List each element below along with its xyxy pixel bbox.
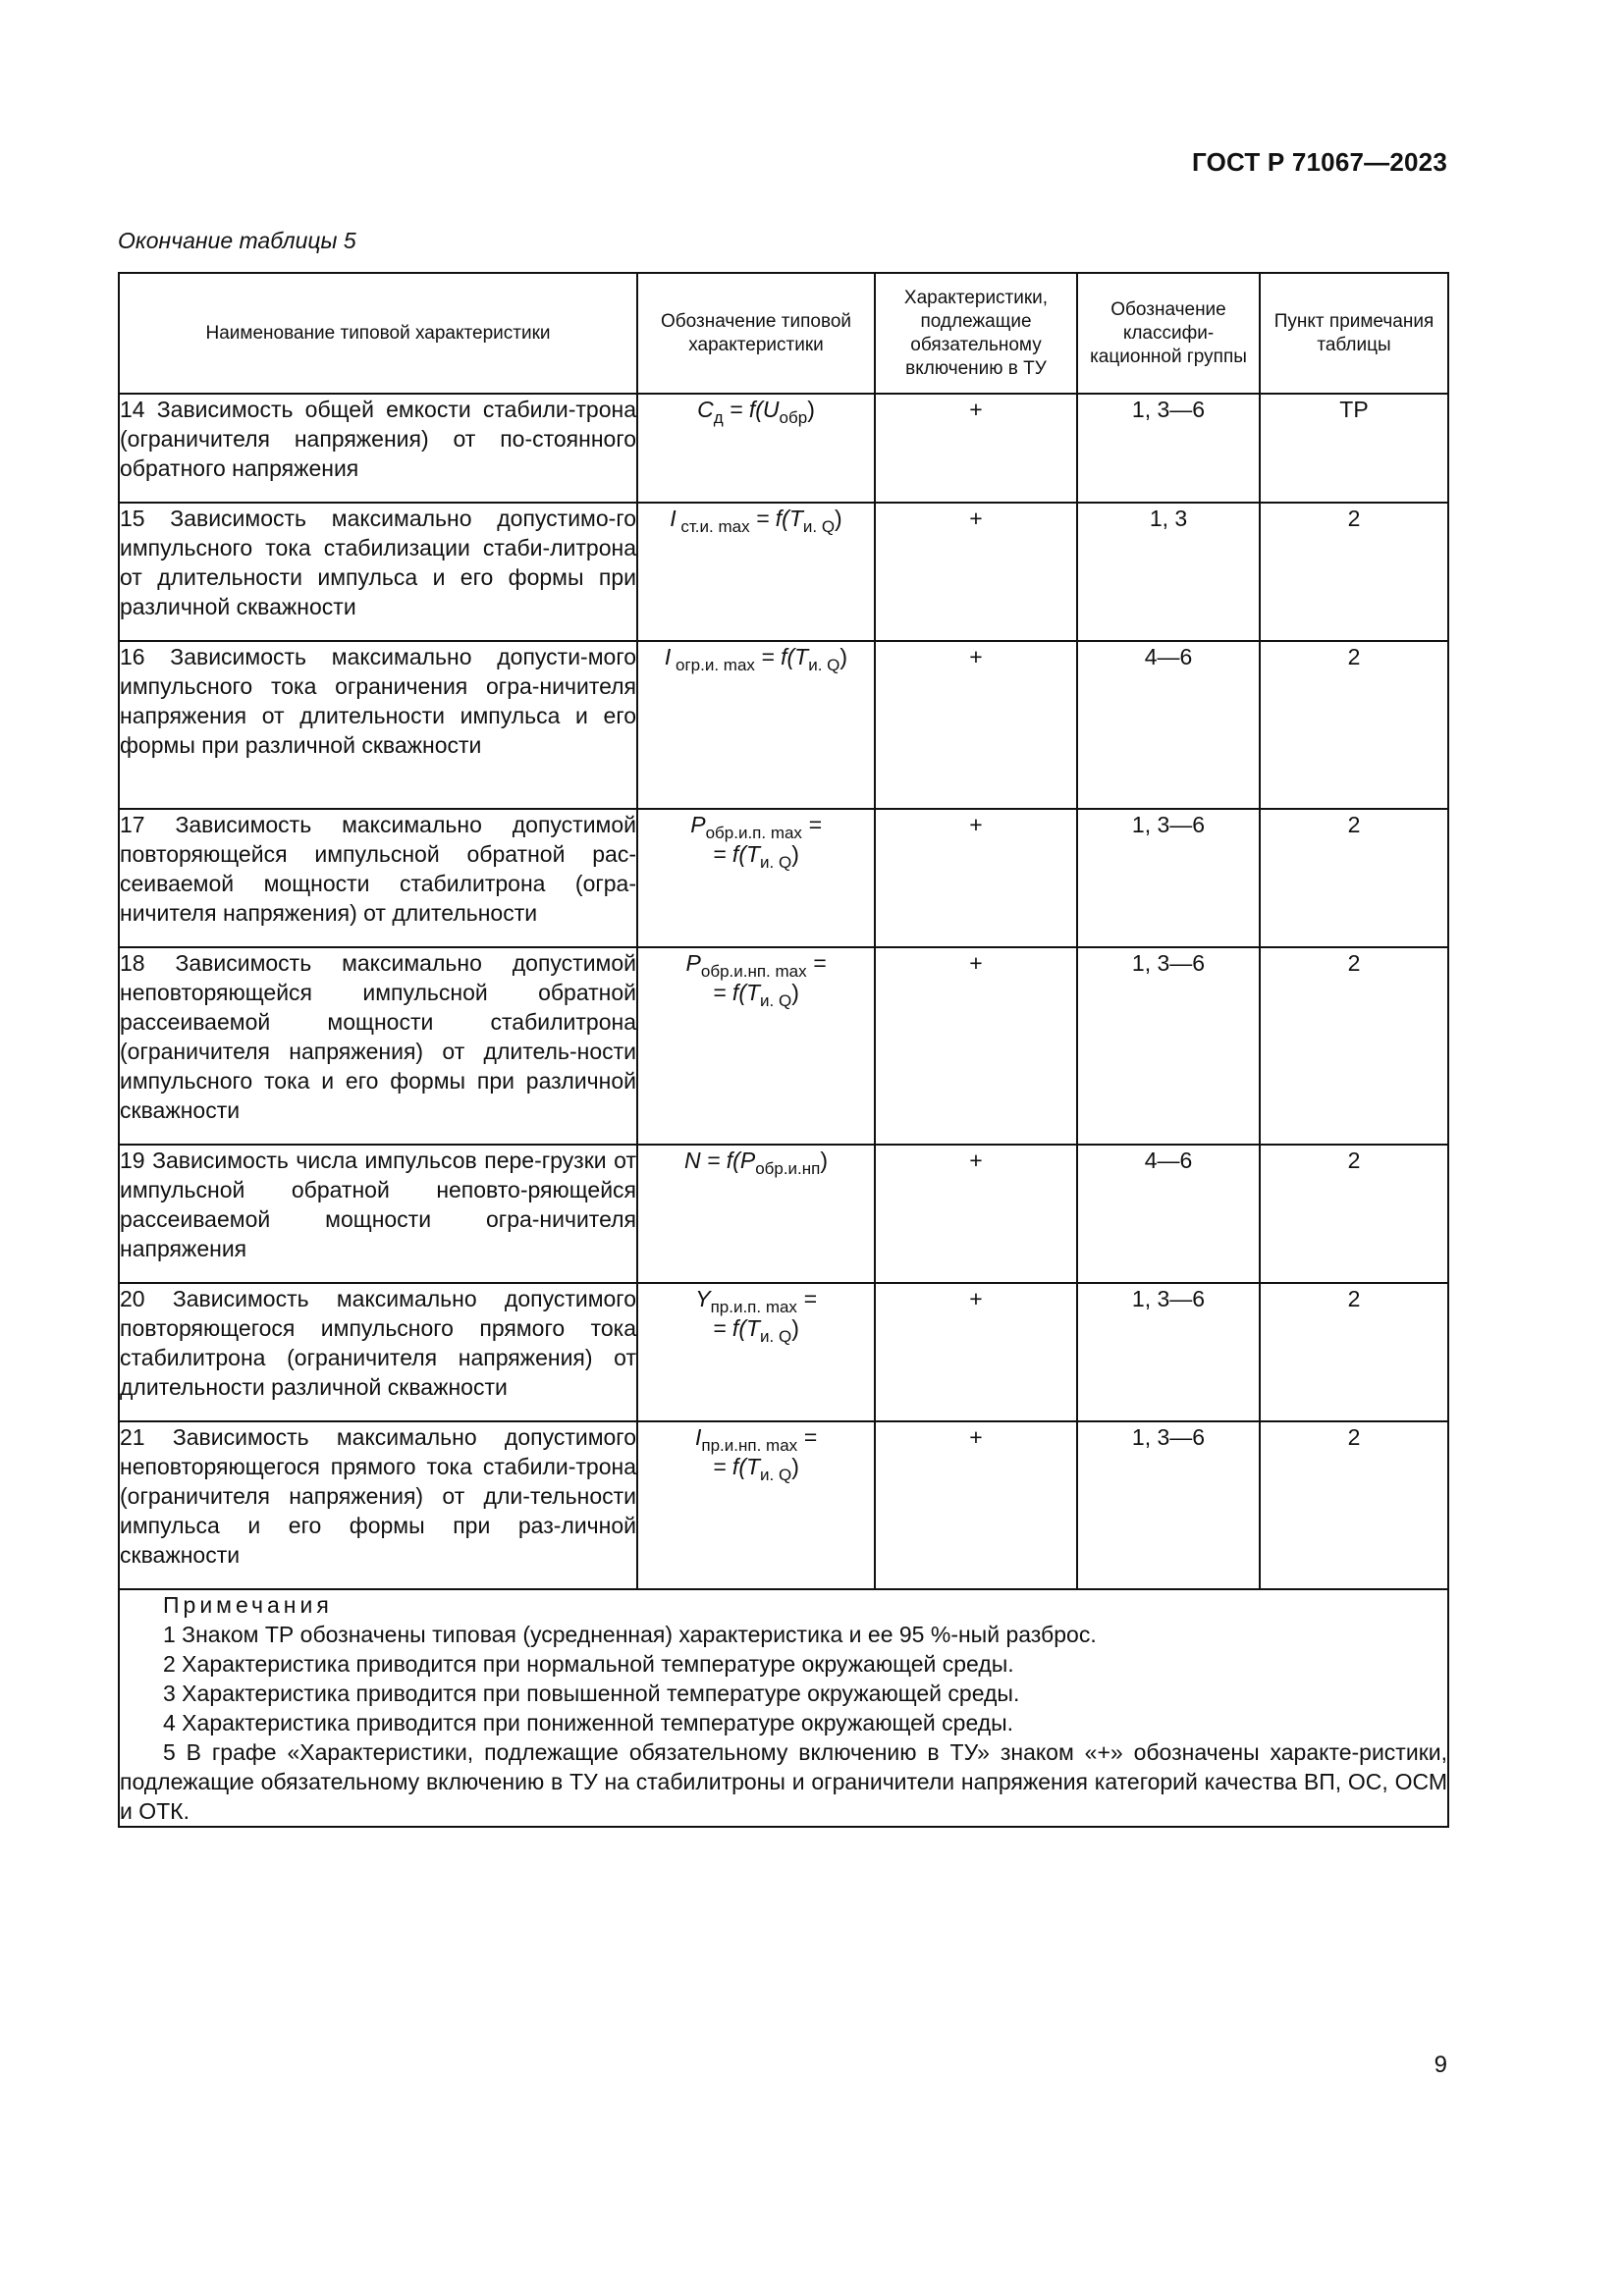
column-header-group: Обозначение классифи-кационной группы [1077,273,1260,394]
characteristics-table [118,272,1449,1828]
characteristic-symbol: $I_{пр.и.нп. max}$ = = $f(T_{и. Q})$ [637,1421,875,1589]
classification-group: 1, 3—6 [1077,1283,1260,1421]
note-reference: ТР [1260,394,1448,503]
column-header-symbol: Обозначение типовой характеристики [637,273,875,394]
table-row [119,1145,1448,1283]
table-header-row [119,273,1448,394]
classification-group: 1, 3 [1077,503,1260,641]
characteristic-symbol: $P_{обр.и.нп. max}$ = = $f(T_{и. Q})$ [637,947,875,1145]
characteristic-name: 19 Зависимость числа импульсов пере-грузки от импульсной обратной неповто-ряющейся рассеиваемой мощности огра-ничителя напряжения [119,1145,637,1283]
note-item: 3 Характеристика приводится при повышенной температуре окружающей среды. [163,1681,1020,1706]
note-reference: 2 [1260,947,1448,1145]
page-number: 9 [1434,2052,1447,2078]
classification-group: 1, 3—6 [1077,809,1260,947]
document-code: ГОСТ Р 71067—2023 [1192,147,1447,177]
column-header-required: Характеристики, подлежащие обязательному включению в ТУ [875,273,1077,394]
characteristic-name: 21 Зависимость максимально допустимого неповторяющегося прямого тока стабили-трона (ограничителя напряжения) от дли-тельности импульса и его формы при раз-личной скважности [119,1421,637,1589]
table-body [119,394,1448,1827]
table-row [119,1283,1448,1421]
required-mark: + [875,1145,1077,1283]
classification-group: 4—6 [1077,1145,1260,1283]
table-row [119,947,1448,1145]
column-header-name: Наименование типовой характеристики [119,273,637,394]
note-reference: 2 [1260,1145,1448,1283]
table-continuation-caption: Окончание таблицы 5 [118,228,356,253]
note-item: 4 Характеристика приводится при пониженной температуре окружающей среды. [163,1710,1014,1735]
note-reference: 2 [1260,641,1448,809]
required-mark: + [875,1283,1077,1421]
classification-group: 1, 3—6 [1077,394,1260,503]
table-row [119,394,1448,503]
required-mark: + [875,503,1077,641]
note-reference: 2 [1260,1421,1448,1589]
characteristic-name: 16 Зависимость максимально допусти-мого импульсного тока ограничения огра-ничителя напряжения от длительности импульса и его формы при различной скважности [119,641,637,809]
table-row [119,503,1448,641]
note-item: 1 Знаком ТР обозначены типовая (усредненная) характеристика и ее 95 %-ный разброс. [163,1622,1097,1647]
characteristic-name: 20 Зависимость максимально допустимого повторяющегося импульсного прямого тока стабилитрона (ограничителя напряжения) от длительности различной скважности [119,1283,637,1421]
table-row [119,809,1448,947]
note-reference: 2 [1260,809,1448,947]
note-reference: 2 [1260,503,1448,641]
notes-row [119,1589,1448,1827]
note-item: 5 В графе «Характеристики, подлежащие обязательному включению в ТУ» знаком «+» обозначены характе-ристики, подлежащие обязательному включению в ТУ на стабилитроны и ограничители напряжения категорий качества ВП, ОС, ОСМ и ОТК. [120,1739,1447,1824]
required-mark: + [875,641,1077,809]
table-notes [119,1589,1448,1827]
characteristic-symbol: $P_{обр.и.п. max}$ = = $f(T_{и. Q})$ [637,809,875,947]
notes-title: Примечания [163,1592,333,1618]
column-header-note: Пункт примечания таблицы [1260,273,1448,394]
characteristic-symbol: I $_{огр.и. max} = f(T_{и. Q})$ [637,641,875,809]
characteristic-name: 15 Зависимость максимально допустимо-го импульсного тока стабилизации стаби-литрона от длительности импульса и его формы при различной скважности [119,503,637,641]
characteristic-symbol: $N = f(P_{обр.и.нп})$ [637,1145,875,1283]
required-mark: + [875,809,1077,947]
table-row [119,641,1448,809]
classification-group: 1, 3—6 [1077,947,1260,1145]
characteristic-symbol: $C_д = f(U_{обр})$ [637,394,875,503]
characteristic-name: 18 Зависимость максимально допустимой неповторяющейся импульсной обратной рассеиваемой мощности стабилитрона (ограничителя напряжения) от длитель-ности импульсного тока и его формы при различной скважности [119,947,637,1145]
characteristic-symbol: I $_{ст.и. max} = f(T_{и. Q})$ [637,503,875,641]
characteristic-name: 17 Зависимость максимально допустимой повторяющейся импульсной обратной рас-сеиваемой мощности стабилитрона (огра-ничителя напряжения) от длительности [119,809,637,947]
classification-group: 1, 3—6 [1077,1421,1260,1589]
note-item: 2 Характеристика приводится при нормальной температуре окружающей среды. [163,1651,1014,1677]
characteristic-name: 14 Зависимость общей емкости стабили-трона (ограничителя напряжения) от по-стоянного обратного напряжения [119,394,637,503]
table-row [119,1421,1448,1589]
required-mark: + [875,947,1077,1145]
classification-group: 4—6 [1077,641,1260,809]
note-reference: 2 [1260,1283,1448,1421]
characteristic-symbol: $Y_{пр.и.п. max}$ = = $f(T_{и. Q})$ [637,1283,875,1421]
required-mark: + [875,1421,1077,1589]
required-mark: + [875,394,1077,503]
